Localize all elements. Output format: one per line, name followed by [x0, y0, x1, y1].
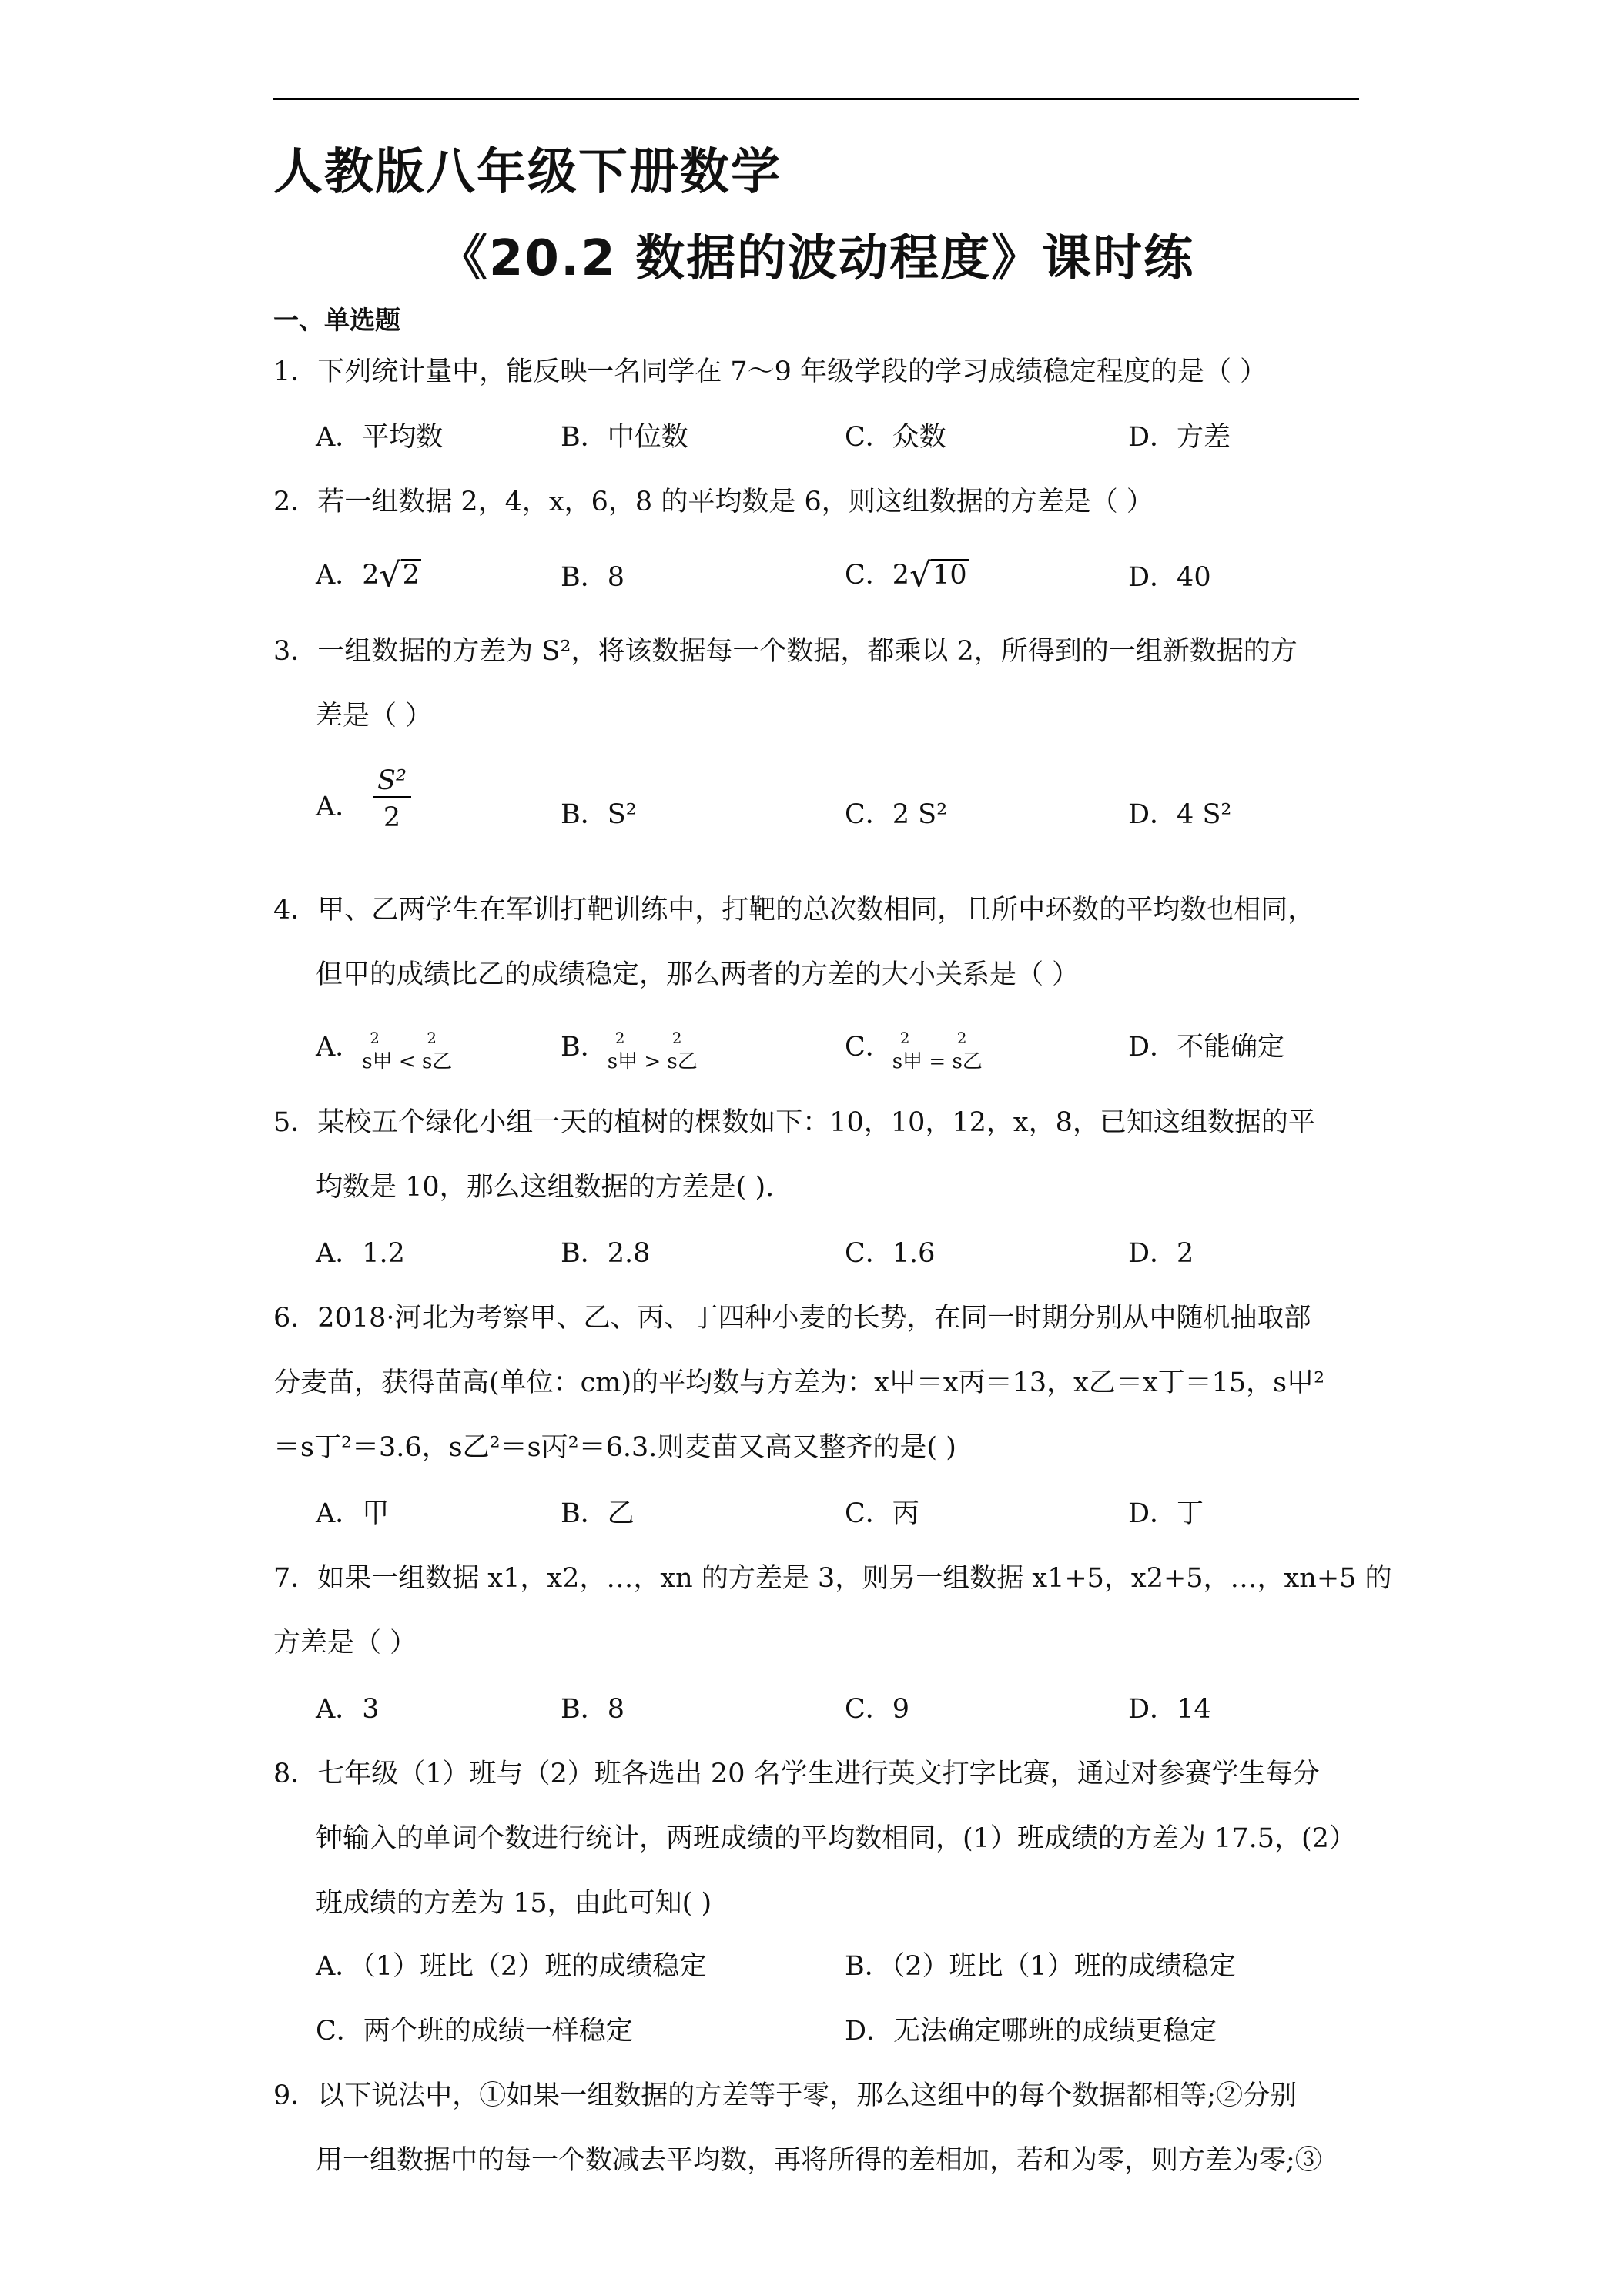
q1-option-a[interactable]: A．平均数: [316, 422, 444, 453]
question-8-stem-line1: 8．七年级（1）班与（2）班各选出 20 名学生进行英文打字比赛，通过对参赛学生每分: [273, 1759, 1320, 1789]
fraction-numerator: S²: [373, 765, 411, 798]
q5-option-a[interactable]: A．1.2: [316, 1238, 405, 1269]
question-7-stem-line1: 7．如果一组数据 x1，x2，…，xn 的方差是 3，则另一组数据 x1+5，x2+5，…，xn+5 的: [273, 1563, 1392, 1594]
q4-option-b-relation: 2 2 s甲 > s乙: [607, 1029, 698, 1073]
q3-option-a[interactable]: [316, 765, 407, 833]
q8-option-d[interactable]: D．无法确定哪班的成绩更稳定: [845, 2016, 1217, 2047]
q8-option-b[interactable]: B．（2）班比（1）班的成绩稳定: [845, 1951, 1236, 1982]
q7-option-d[interactable]: D．14: [1128, 1694, 1211, 1725]
question-6-stem-line3: ＝s丁²＝3.6，s乙²＝s丙²＝6.3.则麦苗又高又整齐的是( ): [273, 1432, 956, 1463]
q6-option-c[interactable]: C．丙: [845, 1498, 919, 1529]
q2-option-a-label: A．2: [316, 560, 380, 591]
q4-option-a-label: A．: [316, 1032, 363, 1063]
question-2-stem: 2．若一组数据 2，4，x，6，8 的平均数是 6，则这组数据的方差是（ ）: [273, 487, 1154, 517]
question-4-stem-line1: 4．甲、乙两学生在军训打靶训练中，打靶的总次数相同，且所中环数的平均数也相同，: [273, 895, 1315, 925]
question-6-stem-line1: 6．2018·河北为考察甲、乙、丙、丁四种小麦的长势，在同一时期分别从中随机抽取部: [273, 1303, 1311, 1334]
q4-option-c-relation-text: s甲 = s乙: [892, 1050, 983, 1073]
q2-option-c[interactable]: [845, 553, 969, 595]
q7-option-b[interactable]: B．8: [561, 1694, 624, 1725]
q1-option-b[interactable]: B．中位数: [561, 422, 688, 453]
q3-option-c[interactable]: C．2 S²: [845, 799, 948, 830]
question-7-stem-line2: 方差是（ ）: [273, 1628, 417, 1658]
q4-option-b[interactable]: [561, 1026, 698, 1074]
q1-option-d[interactable]: D．方差: [1128, 422, 1231, 453]
section-heading: 一、单选题: [273, 305, 400, 335]
question-3-stem-line2: 差是（ ）: [316, 701, 433, 731]
q3-option-d[interactable]: D．4 S²: [1128, 799, 1232, 830]
q6-option-d[interactable]: D．丁: [1128, 1498, 1204, 1529]
sqrt-icon: √: [909, 556, 932, 595]
q8-option-a[interactable]: A．（1）班比（2）班的成绩稳定: [316, 1951, 707, 1982]
q7-option-a[interactable]: A．3: [316, 1694, 380, 1725]
question-5-stem-line2: 均数是 10，那么这组数据的方差是( ).: [316, 1172, 775, 1203]
q3-option-a-label: A．: [316, 792, 363, 822]
q2-option-c-radicand: 10: [933, 560, 967, 591]
q2-option-d[interactable]: D．40: [1128, 562, 1211, 593]
q6-option-b[interactable]: B．乙: [561, 1498, 635, 1529]
fraction: [373, 765, 411, 833]
q2-option-c-label: C．2: [845, 560, 910, 591]
question-3-stem-line1: 3．一组数据的方差为 S²，将该数据每一个数据，都乘以 2，所得到的一组新数据的方: [273, 636, 1298, 667]
q4-option-a[interactable]: [316, 1026, 452, 1074]
question-8-stem-line3: 班成绩的方差为 15，由此可知( ): [316, 1888, 712, 1919]
page-title: 人教版八年级下册数学: [273, 144, 782, 201]
q4-option-b-relation-text: s甲 > s乙: [607, 1050, 698, 1073]
q5-option-c[interactable]: C．1.6: [845, 1238, 936, 1269]
fraction-denominator: 2: [383, 802, 401, 833]
q8-option-c[interactable]: C．两个班的成绩一样稳定: [316, 2016, 633, 2047]
page-subtitle: 《20.2 数据的波动程度》课时练: [437, 230, 1195, 287]
q4-option-d[interactable]: D．不能确定: [1128, 1032, 1285, 1063]
question-5-stem-line1: 5．某校五个绿化小组一天的植树的棵数如下：10，10，12，x，8，已知这组数据的平: [273, 1107, 1315, 1138]
q4-option-b-label: B．: [561, 1032, 608, 1063]
q3-option-b[interactable]: B．S²: [561, 799, 637, 830]
q4-option-c[interactable]: [845, 1026, 983, 1074]
q7-option-c[interactable]: C．9: [845, 1694, 910, 1725]
q6-option-a[interactable]: A．甲: [316, 1498, 390, 1529]
question-9-stem-line2: 用一组数据中的每一个数减去平均数，再将所得的差相加，若和为零，则方差为零;③: [316, 2145, 1322, 2176]
q2-option-a-radicand: 2: [402, 560, 420, 591]
question-1-stem: 1．下列统计量中，能反映一名同学在 7～9 年级学段的学习成绩稳定程度的是（ ）: [273, 356, 1267, 387]
q4-option-a-relation-text: s甲 < s乙: [362, 1050, 453, 1073]
q5-option-b[interactable]: B．2.8: [561, 1238, 651, 1269]
q1-option-c[interactable]: C．众数: [845, 422, 946, 453]
question-6-stem-line2: 分麦苗，获得苗高(单位：cm)的平均数与方差为：x甲＝x丙＝13，x乙＝x丁＝15，s甲²: [273, 1367, 1325, 1398]
q2-option-b[interactable]: B．8: [561, 562, 624, 593]
q5-option-d[interactable]: D．2: [1128, 1238, 1194, 1269]
q4-option-a-relation: 2 2 s甲 < s乙: [362, 1029, 453, 1073]
header-rule: [273, 98, 1359, 100]
sqrt-icon: √: [379, 556, 401, 595]
q4-option-c-label: C．: [845, 1032, 892, 1063]
question-9-stem-line1: 9．以下说法中，①如果一组数据的方差等于零，那么这组中的每个数据都相等;②分别: [273, 2080, 1298, 2111]
q4-option-c-relation: 2 2 s甲 = s乙: [892, 1029, 983, 1073]
question-4-stem-line2: 但甲的成绩比乙的成绩稳定，那么两者的方差的大小关系是（ ）: [316, 959, 1080, 990]
question-8-stem-line2: 钟输入的单词个数进行统计，两班成绩的平均数相同，(1）班成绩的方差为 17.5，(2）: [316, 1823, 1356, 1854]
q2-option-a[interactable]: [316, 553, 421, 595]
